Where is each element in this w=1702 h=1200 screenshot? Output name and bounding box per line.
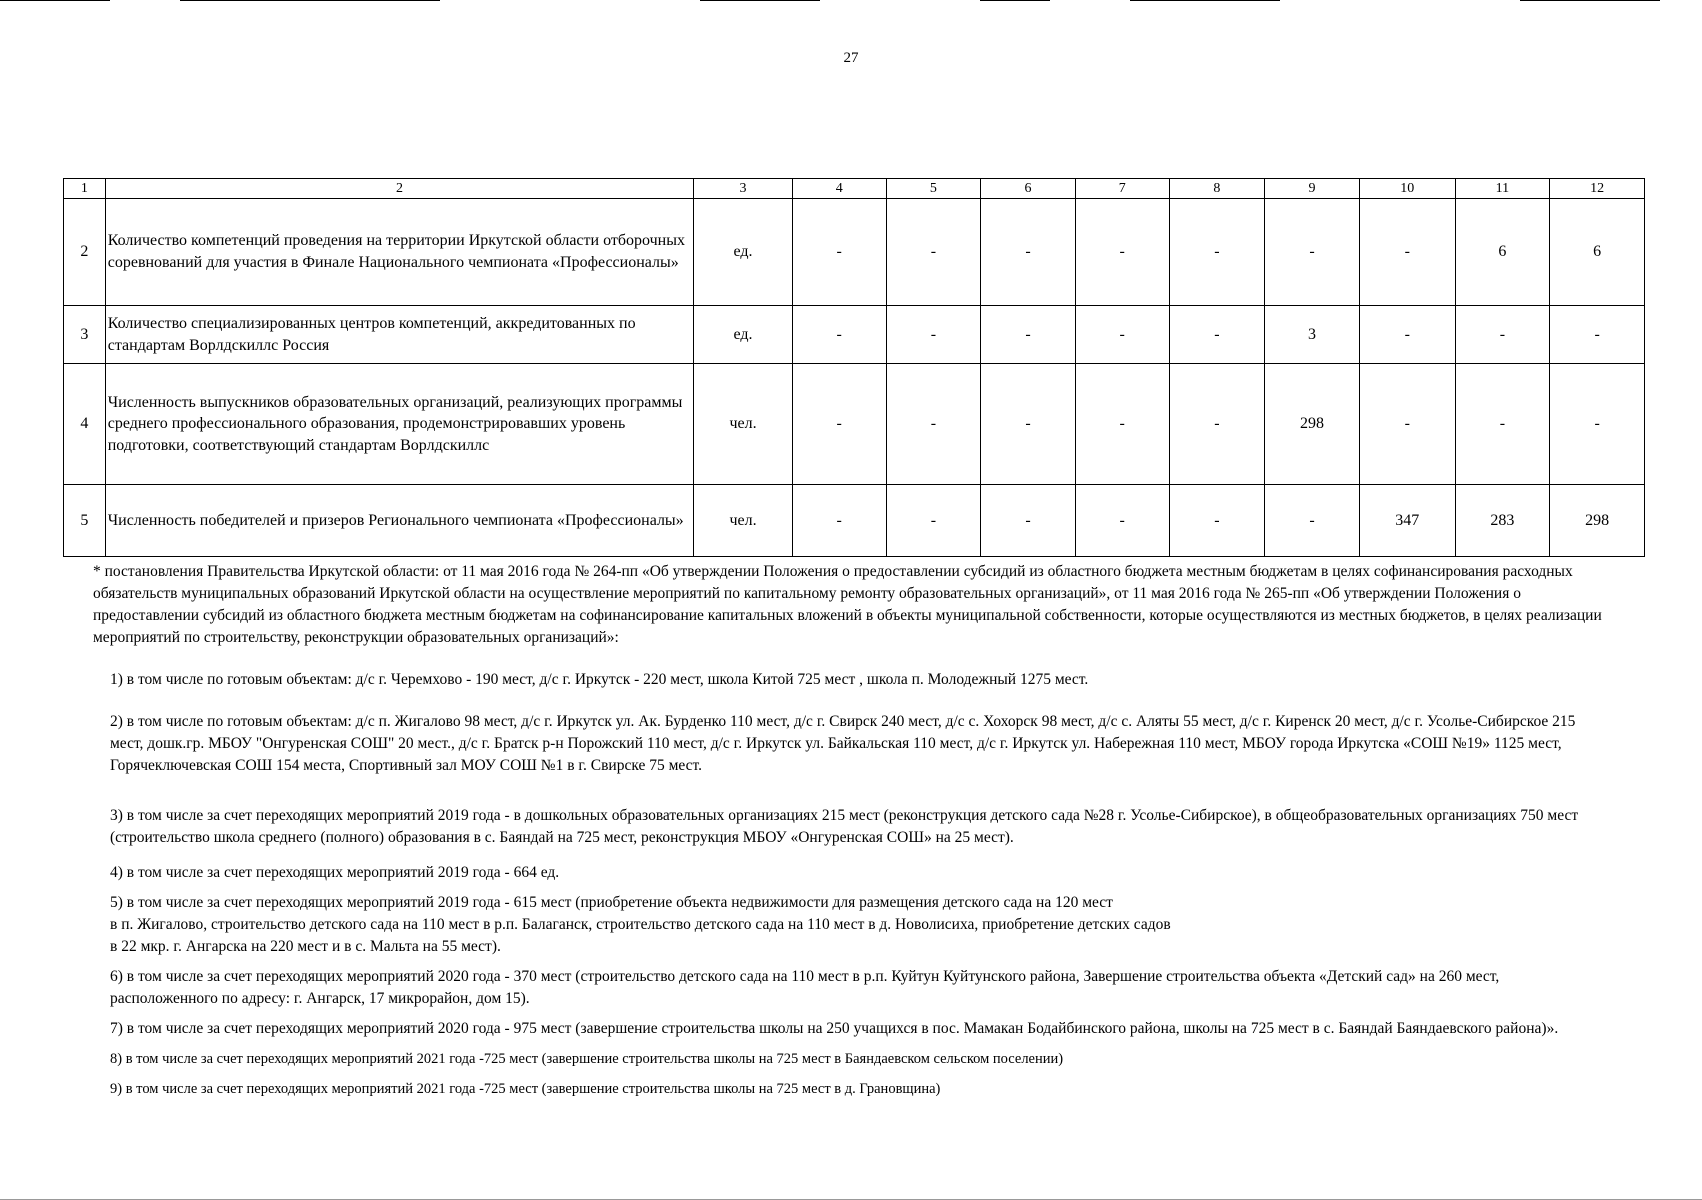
value-cell: - xyxy=(981,306,1076,364)
value-cell: - xyxy=(1075,306,1169,364)
value-cell: - xyxy=(1265,199,1360,306)
footnotes xyxy=(93,561,1610,1100)
value-cell: - xyxy=(886,364,981,485)
indicators-table xyxy=(63,178,1645,557)
value-cell: - xyxy=(1359,306,1455,364)
column-number: 1 xyxy=(64,179,106,199)
scan-edge-line xyxy=(1520,0,1660,1)
footnote-5-line-3: в 22 мкр. г. Ангарска на 220 мест и в с. Мальта на 55 мест). xyxy=(110,938,501,955)
value-cell: - xyxy=(1455,364,1550,485)
table-row xyxy=(64,485,1645,557)
column-number: 6 xyxy=(981,179,1076,199)
footnote-7: 7) в том числе за счет переходящих мероприятий 2020 года - 975 мест (завершение строительства школы на 250 учащихся в пос. Мамакан Бодайбинского района, школы на 725 мест в с. Баяндай Баяндаевского района)». xyxy=(110,1020,1559,1037)
value-cell: - xyxy=(886,199,981,306)
scan-edge-line xyxy=(980,0,1050,1)
value-cell: - xyxy=(1359,364,1455,485)
value-cell: - xyxy=(981,485,1076,557)
value-cell: 6 xyxy=(1550,199,1645,306)
column-number: 12 xyxy=(1550,179,1645,199)
row-number: 2 xyxy=(64,199,106,306)
footnote-9: 9) в том числе за счет переходящих мероприятий 2021 года -725 мест (завершение строительства школы на 725 мест в д. Грановщина) xyxy=(110,1081,941,1097)
value-cell: - xyxy=(1169,364,1265,485)
scan-edge-line xyxy=(0,0,110,1)
value-cell: - xyxy=(1169,199,1265,306)
footnote-5-line-1: 5) в том числе за счет переходящих мероприятий 2019 года - 615 мест (приобретение объекта недвижимости для размещения детского сада на 120 мест xyxy=(110,894,1113,911)
value-cell: - xyxy=(1265,485,1360,557)
page-number: 27 xyxy=(843,50,859,66)
table-row xyxy=(64,306,1645,364)
value-cell: - xyxy=(981,364,1076,485)
unit-cell: чел. xyxy=(694,485,793,557)
row-number: 4 xyxy=(64,364,106,485)
footnote-1: 1) в том числе по готовым объектам: д/с г. Черемхово - 190 мест, д/с г. Иркутск - 220 мест, школа Китой 725 мест , школа п. Молодежный 1275 мест. xyxy=(110,671,1089,688)
value-cell: - xyxy=(1550,364,1645,485)
footnote-4: 4) в том числе за счет переходящих мероприятий 2019 года - 664 ед. xyxy=(110,864,560,881)
value-cell: 298 xyxy=(1550,485,1645,557)
row-number: 5 xyxy=(64,485,106,557)
value-cell: 298 xyxy=(1265,364,1360,485)
value-cell: - xyxy=(886,485,981,557)
column-number: 4 xyxy=(792,179,886,199)
indicator-description: Численность выпускников образовательных организаций, реализующих программы среднего профессионального образования, продемонстрировавших уровень подготовки, соответствующий стандартам Ворлдскиллс xyxy=(105,364,693,485)
value-cell: 347 xyxy=(1359,485,1455,557)
footnote-6: 6) в том числе за счет переходящих мероприятий 2020 года - 370 мест (строительство детского сада на 110 мест в р.п. Куйтун Куйтунского района, Завершение строительства объекта «Детский сад» на 260 мест, расположенного по адресу: г. Ангарск, 17 микрорайон, дом 15). xyxy=(110,968,1500,1007)
value-cell: - xyxy=(1359,199,1455,306)
footnote-asterisk: * постановления Правительства Иркутской области: от 11 мая 2016 года № 264-пп «Об утверждении Положения о предоставлении субсидий из областного бюджета местным бюджетам в целях софинансирования расходных обязательств муниципальных образований Иркутской области на осуществление мероприятий по капитальному ремонту образовательных организаций», от 11 мая 2016 года № 265-пп «Об утверждении Положения о предоставлении субсидий из областного бюджета местным бюджетам на софинансирование капитальных вложений в объекты муниципальной собственности, которые осуществляются из местных бюджетов, в целях реализации мероприятий по строительству, реконструкции образовательных организаций»: xyxy=(93,563,1602,646)
value-cell: - xyxy=(1550,306,1645,364)
indicator-description: Количество специализированных центров компетенций, аккредитованных по стандартам Ворлдскиллс Россия xyxy=(105,306,693,364)
indicator-description: Численность победителей и призеров Регионального чемпионата «Профессионалы» xyxy=(105,485,693,557)
scan-edge-line xyxy=(180,0,440,1)
footnote-5-line-2: в п. Жигалово, строительство детского сада на 110 мест в р.п. Балаганск, строительство детского сада на 110 мест в д. Новолисиха, приобретение детских садов xyxy=(110,916,1171,933)
value-cell: - xyxy=(792,364,886,485)
table-row xyxy=(64,199,1645,306)
value-cell: - xyxy=(981,199,1076,306)
scan-edge-line xyxy=(700,0,820,1)
scan-edge-line xyxy=(1130,0,1280,1)
unit-cell: ед. xyxy=(694,306,793,364)
value-cell: - xyxy=(792,199,886,306)
value-cell: - xyxy=(792,485,886,557)
value-cell: - xyxy=(1455,306,1550,364)
value-cell: - xyxy=(886,306,981,364)
unit-cell: ед. xyxy=(694,199,793,306)
value-cell: 6 xyxy=(1455,199,1550,306)
value-cell: 3 xyxy=(1265,306,1360,364)
value-cell: 283 xyxy=(1455,485,1550,557)
column-number: 11 xyxy=(1455,179,1550,199)
value-cell: - xyxy=(1169,306,1265,364)
value-cell: - xyxy=(792,306,886,364)
footnote-8: 8) в том числе за счет переходящих мероприятий 2021 года -725 мест (завершение строительства школы на 725 мест в Баяндаевском сельском поселении) xyxy=(110,1051,1064,1067)
column-number: 2 xyxy=(105,179,693,199)
column-number: 3 xyxy=(694,179,793,199)
footnote-3: 3) в том числе за счет переходящих мероприятий 2019 года - в дошкольных образовательных организациях 215 мест (реконструкция детского сада №28 г. Усолье-Сибирское), в общеобразовательных организациях 750 мест (строительство школа среднего (полного) образования в с. Баяндай на 725 мест, реконструкция МБОУ «Онгуренская СОШ» на 25 мест). xyxy=(110,807,1579,846)
indicator-description: Количество компетенций проведения на территории Иркутской области отборочных соревнований для участия в Финале Национального чемпионата «Профессионалы» xyxy=(105,199,693,306)
value-cell: - xyxy=(1169,485,1265,557)
value-cell: - xyxy=(1075,199,1169,306)
column-number: 9 xyxy=(1265,179,1360,199)
column-number: 7 xyxy=(1075,179,1169,199)
column-number: 8 xyxy=(1169,179,1265,199)
value-cell: - xyxy=(1075,485,1169,557)
table-header-row xyxy=(64,179,1645,199)
unit-cell: чел. xyxy=(694,364,793,485)
table-row xyxy=(64,364,1645,485)
column-number: 10 xyxy=(1359,179,1455,199)
value-cell: - xyxy=(1075,364,1169,485)
row-number: 3 xyxy=(64,306,106,364)
column-number: 5 xyxy=(886,179,981,199)
footnote-2: 2) в том числе по готовым объектам: д/с п. Жигалово 98 мест, д/с г. Иркутск ул. Ак. Бурденко 110 мест, д/с г. Свирск 240 мест, д/с с. Хохорск 98 мест, д/с с. Аляты 55 мест, д/с г. Киренск 20 мест, д/с г. Усолье-Сибирское 215 мест, дошк.гр. МБОУ "Онгуренская СОШ" 20 мест., д/с г. Братск р-н Порожский 110 мест, д/с г. Иркутск ул. Байкальская 110 мест, д/с г. Иркутск ул. Набережная 110 мест, МБОУ города Иркутска «СОШ №19» 1125 мест, Горячеключевская СОШ 154 места, Спортивный зал МОУ СОШ №1 в г. Свирске 75 мест. xyxy=(110,713,1576,774)
